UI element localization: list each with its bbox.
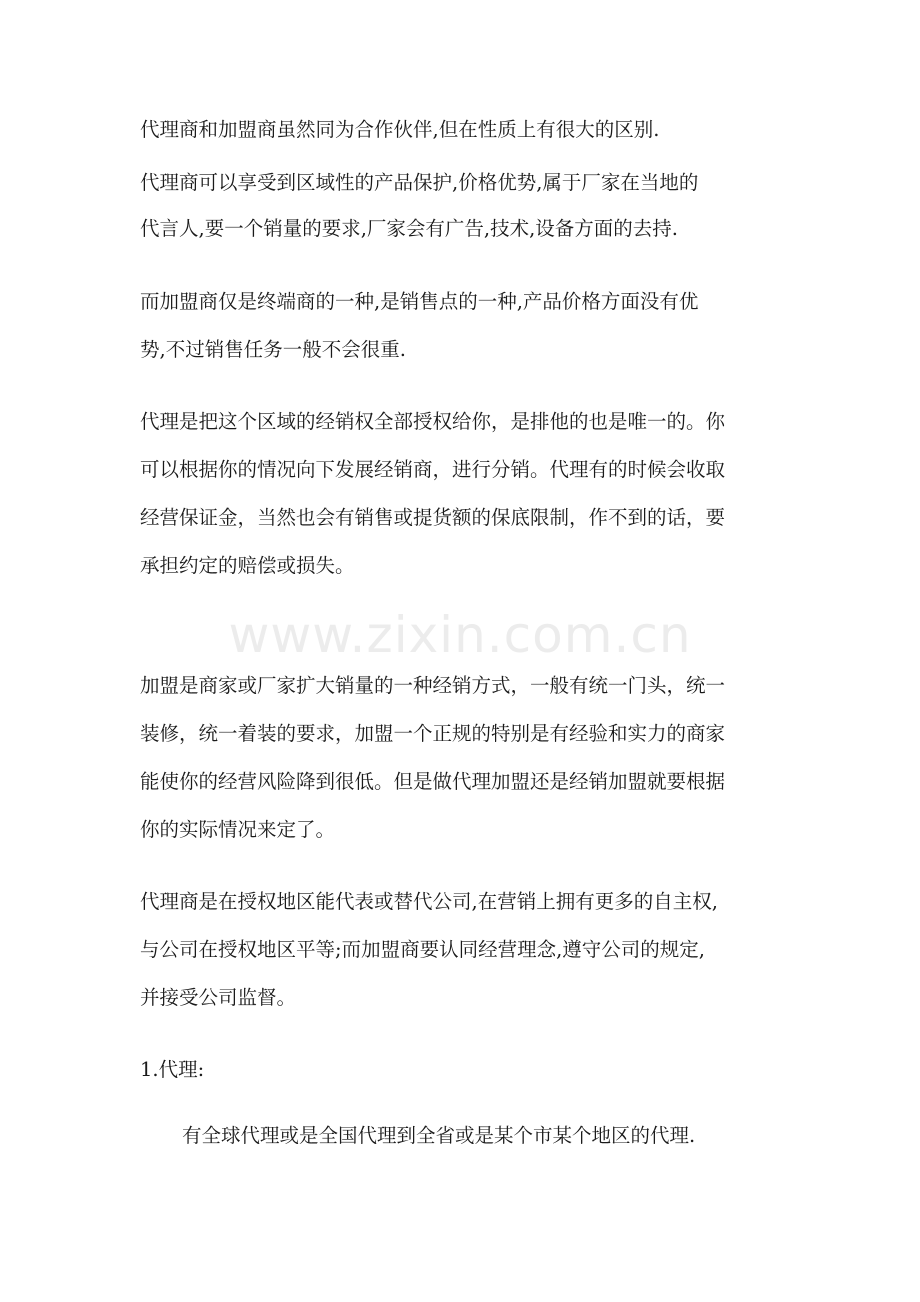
paragraph-franchise-line-2: 势,不过销售任务一般不会很重. xyxy=(140,338,406,361)
section-body-line-1: 有全球代理或是全国代理到全省或是某个市某个地区的代理. xyxy=(182,1124,696,1147)
paragraph-comparison-line-2: 与公司在授权地区平等;而加盟商要认同经营理念,遵守公司的规定, xyxy=(140,938,705,961)
paragraph-agency-line-2: 可以根据你的情况向下发展经销商，进行分销。代理有的时候会收取 xyxy=(140,458,726,481)
paragraph-agent-line-1: 代理商可以享受到区域性的产品保护,价格优势,属于厂家在当地的 xyxy=(140,171,699,194)
paragraph-joining-line-3: 能使你的经营风险降到很低。但是做代理加盟还是经销加盟就要根据 xyxy=(140,770,726,793)
paragraph-comparison-line-3: 并接受公司监督。 xyxy=(140,986,297,1009)
paragraph-joining-line-4: 你的实际情况来定了。 xyxy=(140,818,336,841)
paragraph-agency-line-4: 承担约定的赔偿或损失。 xyxy=(140,554,355,577)
paragraph-comparison-line-1: 代理商是在授权地区能代表或替代公司,在营销上拥有更多的自主权, xyxy=(140,890,718,913)
paragraph-agency-line-1: 代理是把这个区域的经销权全部授权给你，是排他的也是唯一的。你 xyxy=(140,410,726,433)
paragraph-franchise-line-1: 而加盟商仅是终端商的一种,是销售点的一种,产品价格方面没有优 xyxy=(140,290,699,313)
paragraph-intro-line-1: 代理商和加盟商虽然同为合作伙伴,但在性质上有很大的区别. xyxy=(140,118,660,141)
paragraph-agent-line-2: 代言人,要一个销量的要求,厂家会有广告,技术,设备方面的去持. xyxy=(140,217,678,240)
paragraph-agency-line-3: 经营保证金，当然也会有销售或提货额的保底限制，作不到的话，要 xyxy=(140,506,726,529)
watermark: www.zixin.com.cn xyxy=(228,606,692,664)
paragraph-joining-line-2: 装修，统一着装的要求，加盟一个正规的特别是有经验和实力的商家 xyxy=(140,722,726,745)
paragraph-joining-line-1: 加盟是商家或厂家扩大销量的一种经销方式，一般有统一门头，统一 xyxy=(140,674,726,697)
section-heading: 1.代理: xyxy=(140,1058,205,1081)
